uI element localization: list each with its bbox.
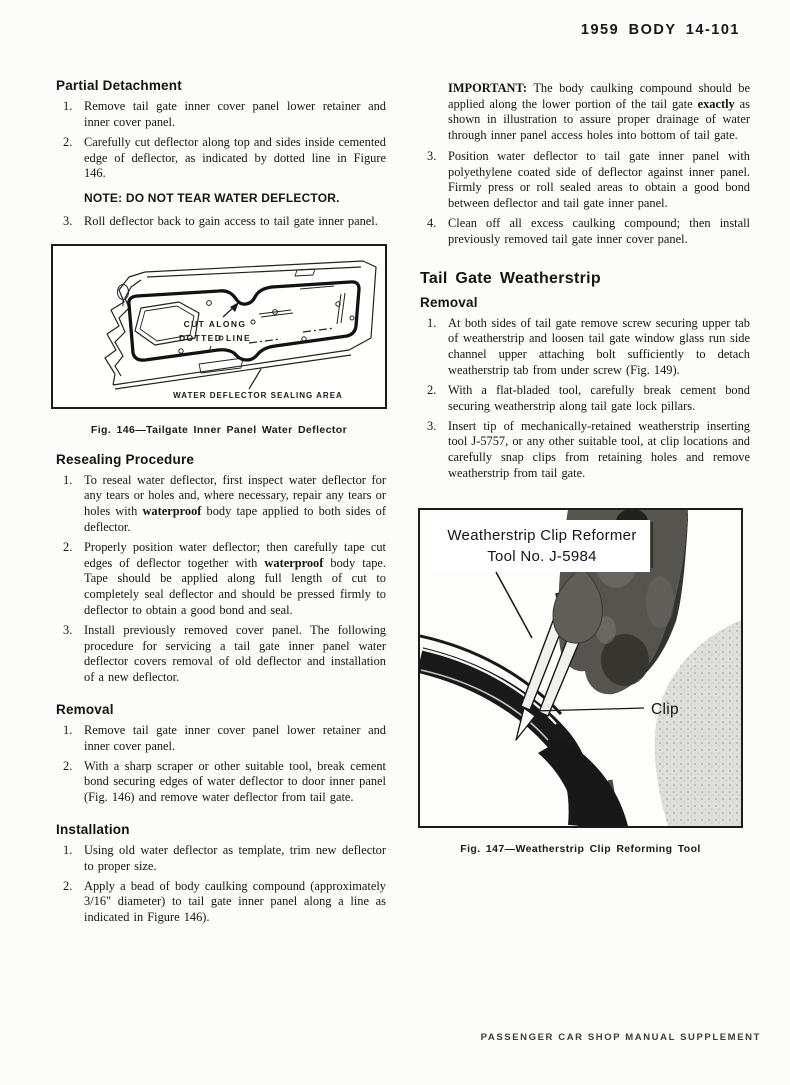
- item-number: 1.: [63, 99, 73, 113]
- item-text: Clean off all excess caulking compound; then install previously removed tail gate inner cover panel.: [448, 216, 750, 246]
- list-item: [420, 216, 750, 247]
- label-tool-line1: Weatherstrip Clip Reformer: [447, 526, 637, 544]
- important-paragraph: IMPORTANT: The body caulking compound should be applied along the lower portion of the tail gate exactly as shown in illustration to assure proper drainage of water through inner panel access holes into bottom of tail gate.: [448, 81, 751, 143]
- item-text: With a flat-bladed tool, carefully break cement bond securing weatherstrip along tail gate lock pillars.: [448, 382, 750, 413]
- item-number: 2.: [427, 382, 437, 397]
- item-text: Roll deflector back to gain access to tail gate inner panel.: [84, 214, 378, 229]
- item-text: Carefully cut deflector along top and sides inside cemented edge of deflector, as indicated by dotted line in Figure 146.: [84, 134, 386, 181]
- item-number: 3.: [427, 418, 437, 433]
- figure-146: [51, 244, 387, 436]
- list-item: [420, 316, 750, 379]
- list-item: [56, 99, 386, 130]
- item-number: 2.: [63, 540, 73, 555]
- label-tool-line2: Tool No. J-5984: [487, 547, 597, 565]
- figure-147-frame: [418, 508, 743, 828]
- item-text: With a sharp scraper or other suitable tool, break cement bond securing edges of water deflector to door inner panel (Fig. 146) and remove water deflector from tail gate.: [84, 758, 386, 805]
- item-text: To reseal water deflector, first inspect water deflector for any tears or holes and, where necessary, repair any tears or holes with waterproof body tape applied to both sides of deflector.: [84, 472, 386, 534]
- item-number: 3.: [63, 623, 73, 638]
- list-item: [56, 759, 386, 806]
- item-number: 2.: [63, 758, 73, 773]
- item-number: 1.: [63, 842, 73, 857]
- item-number: 3.: [63, 214, 73, 229]
- list-item: [420, 149, 750, 212]
- item-number: 1.: [427, 315, 437, 330]
- list-item: [56, 843, 386, 874]
- list-item: [420, 383, 750, 414]
- list-item: [56, 723, 386, 754]
- page-header-id: 1959 BODY 14-101: [580, 22, 740, 38]
- item-text: Properly position water deflector; then carefully tape cut edges of deflector together with waterproof body tape. Tape should be applied along full length of cut to completely seal deflector and should be pressed firmly to deflector to obtain a good bond and seal.: [84, 540, 386, 617]
- item-text: Apply a bead of body caulking compound (approximately 3/16" diameter) to tail gate inner panel along a line as indicated in Figure 146).: [84, 878, 386, 925]
- label-cut-along-line2: DOTTED LINE: [178, 332, 252, 343]
- figure-146-frame: [51, 244, 387, 409]
- heading-tail-gate-weatherstrip: Tail Gate Weatherstrip: [420, 269, 601, 287]
- heading-weatherstrip-removal: Removal: [420, 294, 478, 310]
- heading-resealing-procedure: Resealing Procedure: [56, 451, 195, 467]
- heading-removal: Removal: [56, 701, 114, 717]
- item-text: Insert tip of mechanically-retained weatherstrip inserting tool J-5757, or any other suitable tool, at clip locations and carefully snap clips from retaining holes and remove weatherstrip from tail gate.: [448, 418, 750, 480]
- label-cut-along-line1: CUT ALONG: [183, 318, 247, 329]
- list-item: [420, 419, 750, 482]
- list-item: [56, 214, 386, 230]
- item-number: 2.: [63, 134, 73, 149]
- label-clip: Clip: [651, 700, 679, 718]
- page-footer: PASSENGER CAR SHOP MANUAL SUPPLEMENT: [480, 1032, 761, 1043]
- list-item: [56, 623, 386, 686]
- list-item: [56, 135, 386, 182]
- tailgate-panel-drawing: [53, 246, 385, 407]
- note-text: NOTE: DO NOT TEAR WATER DEFLECTOR.: [84, 191, 340, 206]
- heading-partial-detachment: Partial Detachment: [56, 78, 182, 93]
- item-text: Using old water deflector as template, trim new deflector to proper size.: [84, 842, 386, 873]
- item-number: 1.: [63, 472, 73, 487]
- list-item: [56, 473, 386, 536]
- heading-installation: Installation: [56, 821, 130, 837]
- list-item: [56, 879, 386, 926]
- item-text: Position water deflector to tail gate inner panel with polyethylene coated side of deflector against inner panel. Firmly press or roll sealed areas to obtain a good bond between deflector and tail gate inner panel.: [448, 148, 750, 210]
- item-text: Install previously removed cover panel. The following procedure for servicing a tail gate inner panel water deflector covers removal of old deflector and installation of a new deflector.: [84, 623, 386, 685]
- label-sealing-area: WATER DEFLECTOR SEALING AREA: [173, 390, 343, 400]
- item-text: Remove tail gate inner cover panel lower retainer and inner cover panel.: [84, 722, 386, 753]
- list-item: [56, 540, 386, 619]
- item-text: Remove tail gate inner cover panel lower retainer and inner cover panel.: [84, 99, 386, 129]
- right-column: [420, 78, 750, 867]
- item-number: 3.: [427, 148, 437, 163]
- figure-147-caption: Fig. 147—Weatherstrip Clip Reforming Tool: [460, 842, 701, 855]
- item-number: 4.: [427, 216, 437, 231]
- figure-146-caption: Fig. 146—Tailgate Inner Panel Water Deflector: [90, 423, 348, 436]
- item-number: 1.: [63, 722, 73, 737]
- left-column: [56, 78, 386, 926]
- item-text: At both sides of tail gate remove screw securing upper tab of weatherstrip and loosen tail gate window glass run side channel upper attaching bolt sufficiently to detach weatherstrip tab from under screw (Fig. 149).: [448, 315, 750, 377]
- item-number: 2.: [63, 878, 73, 893]
- clip-reformer-photo: [420, 510, 741, 826]
- figure-147: [418, 508, 743, 855]
